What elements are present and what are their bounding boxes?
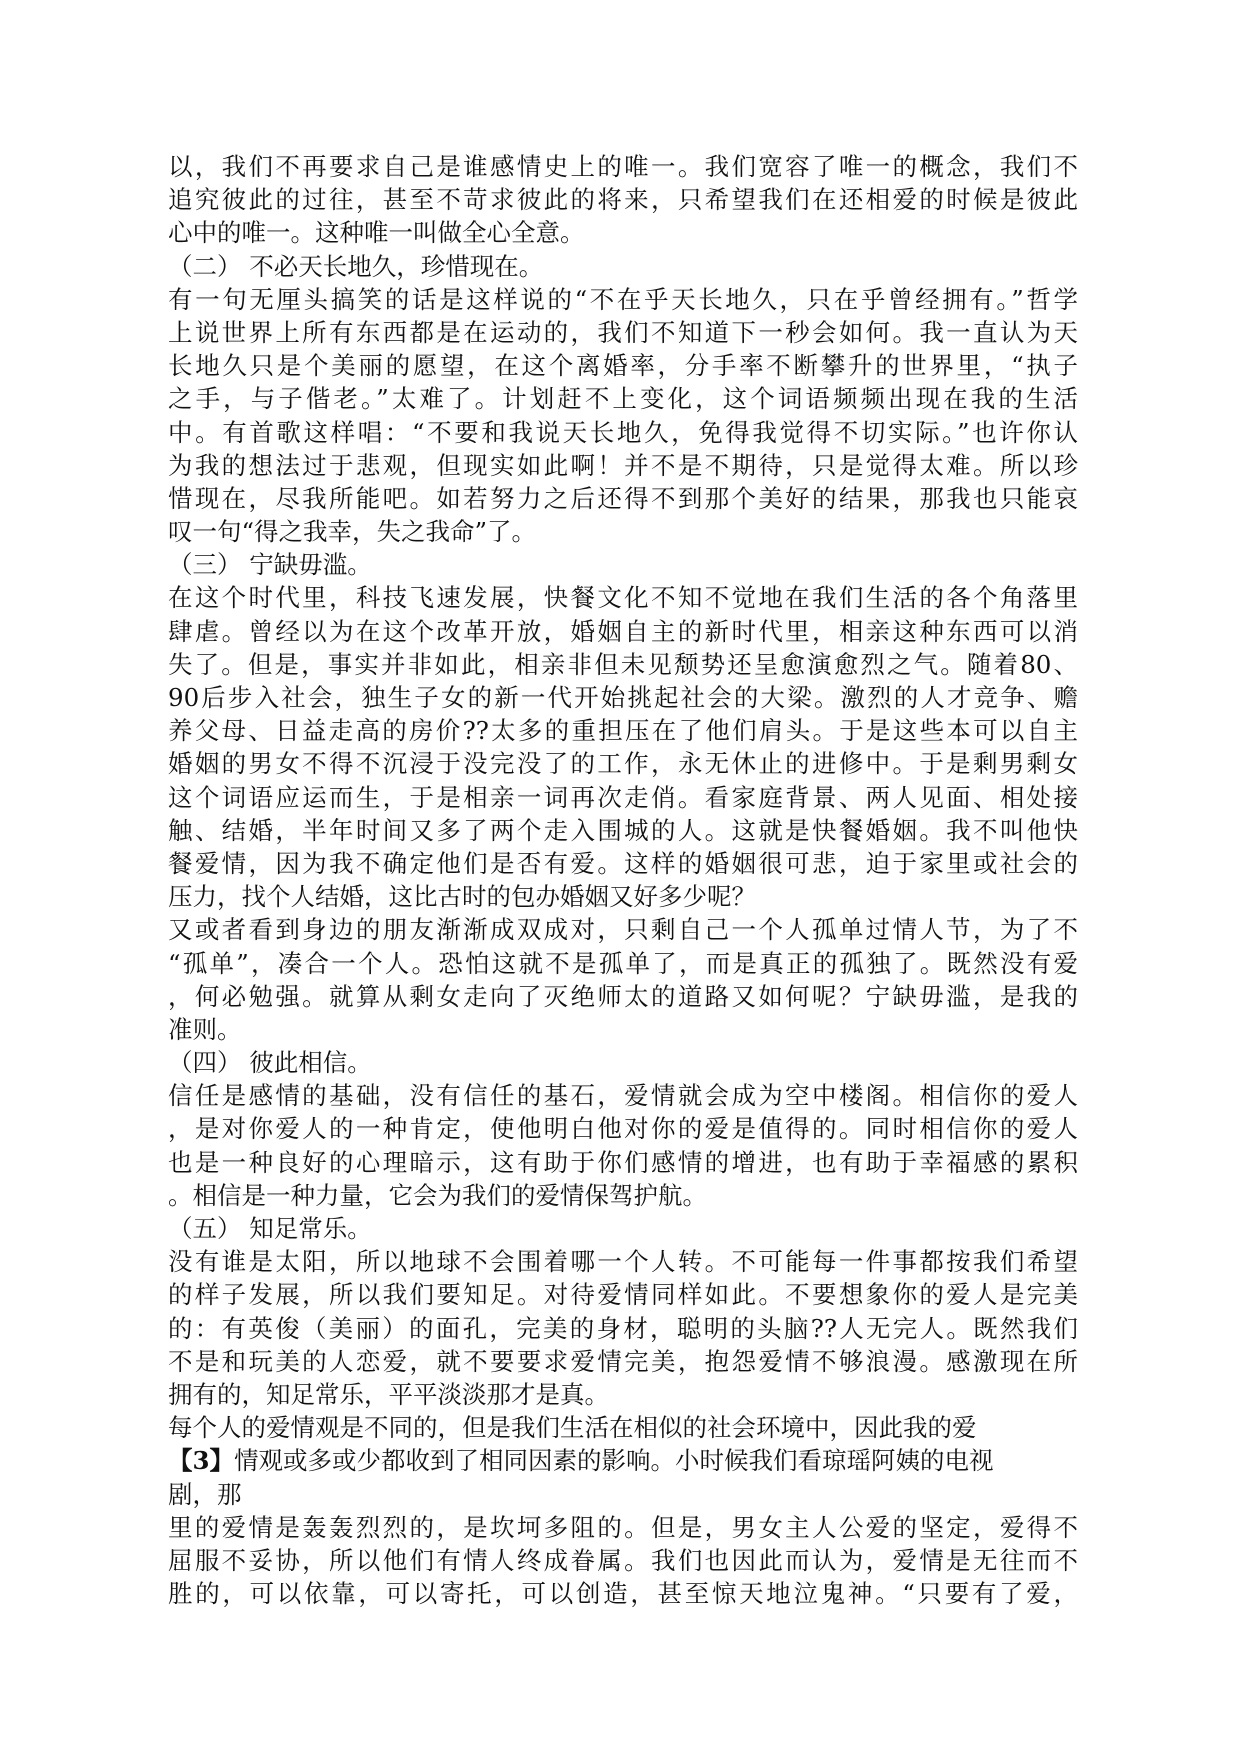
text-line <box>168 1444 1078 1477</box>
text-line: 婚姻的男女不得不沉浸于没完没了的工作，永无休止的进修中。于是剩男剩女 <box>168 749 1078 779</box>
text-line: 拥有的，知足常乐，平平淡淡那才是真。 <box>168 1379 609 1409</box>
text-line: 胜的，可以依靠，可以寄托，可以创造，甚至惊天地泣鬼神。“只要有了爱， <box>168 1579 1078 1609</box>
reference-marker: 【3】 <box>168 1446 235 1476</box>
text-line: 追究彼此的过往，甚至不苛求彼此的将来，只希望我们在还相爱的时候是彼此 <box>168 185 1078 215</box>
text-line: 没有谁是太阳，所以地球不会围着哪一个人转。不可能每一件事都按我们希望 <box>168 1247 1078 1277</box>
text-line: 长地久只是个美丽的愿望，在这个离婚率，分手率不断攀升的世界里，“执子 <box>168 351 1078 381</box>
text-line: 餐爱情，因为我不确定他们是否有爱。这样的婚姻很可悲，迫于家里或社会的 <box>168 848 1078 878</box>
text-line: ，是对你爱人的一种肯定，使他明白他对你的爱是值得的。同时相信你的爱人 <box>168 1114 1078 1144</box>
text-line: 中。有首歌这样唱：“不要和我说天长地久，免得我觉得不切实际。”也许你认 <box>168 417 1078 447</box>
text-line: 压力，找个人结婚，这比古时的包办婚姻又好多少呢？ <box>168 882 756 912</box>
text-line: 这个词语应运而生，于是相亲一词再次走俏。看家庭背景、两人见面、相处接 <box>168 782 1078 812</box>
text-line: （三） 宁缺毋滥。 <box>168 550 372 580</box>
text-line: 不是和玩美的人恋爱，就不要要求爱情完美，抱怨爱情不够浪漫。感激现在所 <box>168 1346 1078 1376</box>
text-line: 失了。但是，事实并非如此，相亲非但未见颓势还呈愈演愈烈之气。随着80、 <box>168 649 1078 679</box>
text-line: 准则。 <box>168 1014 242 1044</box>
text-line: 肆虐。曾经以为在这个改革开放，婚姻自主的新时代里，相亲这种东西可以消 <box>168 616 1078 646</box>
text-line: 屈服不妥协，所以他们有情人终成眷属。我们也因此而认为，爱情是无往而不 <box>168 1545 1078 1575</box>
text-line: （五） 知足常乐。 <box>168 1214 372 1243</box>
text-line: 的样子发展，所以我们要知足。对待爱情同样如此。不要想象你的爱人是完美 <box>168 1280 1078 1310</box>
text-line: 上说世界上所有东西都是在运动的，我们不知道下一秒会如何。我一直认为天 <box>168 317 1078 347</box>
text-line: （二） 不必天长地久，珍惜现在。 <box>168 251 544 281</box>
text-line: 剧，那 <box>168 1479 242 1509</box>
text-line: 心中的唯一。这种唯一叫做全心全意。 <box>168 218 585 248</box>
text-line: 触、结婚，半年时间又多了两个走入围城的人。这就是快餐婚姻。我不叫他快 <box>168 815 1078 845</box>
text-line: 惜现在，尽我所能吧。如若努力之后还得不到那个美好的结果，那我也只能哀 <box>168 483 1078 513</box>
text-line: 每个人的爱情观是不同的，但是我们生活在相似的社会环境中，因此我的爱 <box>168 1413 977 1443</box>
text-line: 为我的想法过于悲观，但现实如此啊！并不是不期待，只是觉得太难。所以珍 <box>168 450 1078 480</box>
text-line-content: 情观或多或少都收到了相同因素的影响。小时候我们看琼瑶阿姨的电视 <box>234 1446 994 1476</box>
text-line: 在这个时代里，科技飞速发展，快餐文化不知不觉地在我们生活的各个角落里 <box>168 583 1078 613</box>
text-line: 。相信是一种力量，它会为我们的爱情保驾护航。 <box>168 1180 707 1210</box>
document-body-text <box>168 150 1078 1610</box>
text-line: 的：有英俊（美丽）的面孔，完美的身材，聪明的头脑??人无完人。既然我们 <box>168 1313 1078 1343</box>
text-line: 叹一句“得之我幸，失之我命”了。 <box>168 517 537 547</box>
text-line: 也是一种良好的心理暗示，这有助于你们感情的增进，也有助于幸福感的累积 <box>168 1147 1078 1177</box>
text-line: 90后步入社会，独生子女的新一代开始挑起社会的大梁。激烈的人才竞争、赡 <box>168 683 1078 712</box>
text-line: 养父母、日益走高的房价??太多的重担压在了他们肩头。于是这些本可以自主 <box>168 716 1078 746</box>
text-line: ，何必勉强。就算从剩女走向了灭绝师太的道路又如何呢？宁缺毋滥，是我的 <box>168 981 1078 1011</box>
text-line: 又或者看到身边的朋友渐渐成双成对，只剩自己一个人孤单过情人节，为了不 <box>168 915 1078 945</box>
text-line: 信任是感情的基础，没有信任的基石，爱情就会成为空中楼阁。相信你的爱人 <box>168 1081 1078 1111</box>
text-line: 以，我们不再要求自己是谁感情史上的唯一。我们宽容了唯一的概念，我们不 <box>168 152 1078 181</box>
text-line: 里的爱情是轰轰烈烈的，是坎坷多阻的。但是，男女主人公爱的坚定，爱得不 <box>168 1512 1078 1542</box>
text-line: （四） 彼此相信。 <box>168 1048 372 1078</box>
text-line: “孤单”，凑合一个人。恐怕这就不是孤单了，而是真正的孤独了。既然没有爱 <box>168 948 1078 978</box>
text-line: 有一句无厘头搞笑的话是这样说的“不在乎天长地久，只在乎曾经拥有。”哲学 <box>168 284 1078 314</box>
text-line: 之手，与子偕老。”太难了。计划赶不上变化，这个词语频频出现在我的生活 <box>168 384 1078 414</box>
